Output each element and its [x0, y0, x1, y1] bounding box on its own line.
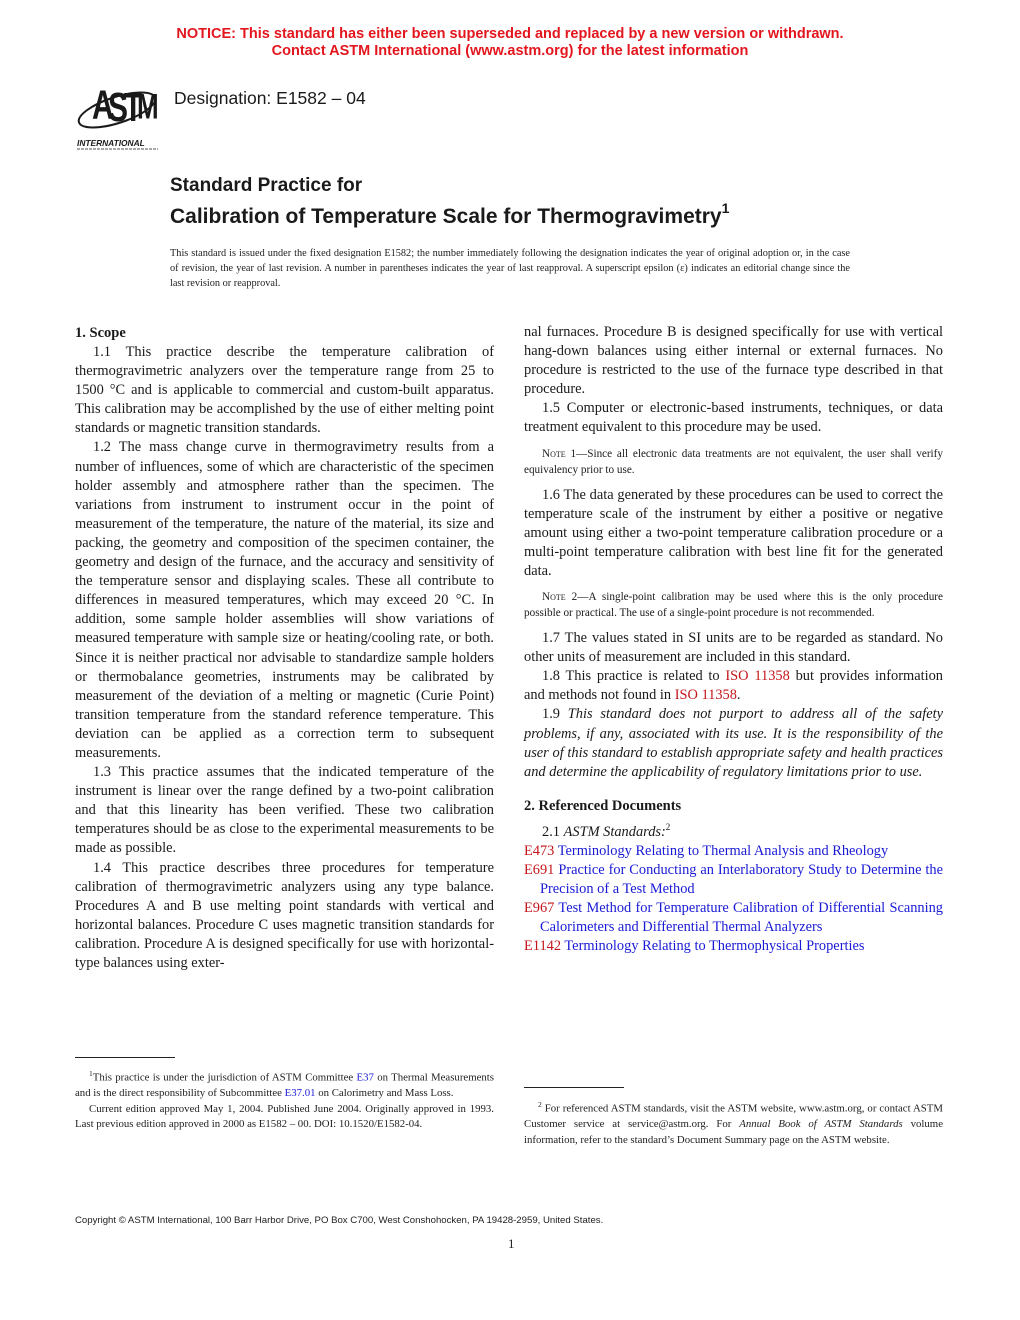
subsection-2-1	[524, 818, 943, 842]
footnote-2-para	[524, 1097, 943, 1148]
note-2-label: Note 2	[542, 591, 578, 604]
footnote-2-mark[interactable]: 2	[665, 821, 671, 832]
subsection-number: 2.1	[542, 823, 564, 840]
fn2-text-a: For referenced ASTM standards, visit the ASTM website, www.astm.org, or contact ASTM Customer service at service@astm.org. For	[524, 1102, 943, 1131]
note-2-text: —A single-point calibration may be used where this is the only procedure possible or practical. The use of a single-point procedure is not recommended.	[524, 591, 943, 620]
footnote-divider-right	[524, 1087, 624, 1088]
footnote-1-mark: 1	[89, 1069, 93, 1078]
paragraph-1-7: 1.7 The values stated in SI units are to be regarded as standard. No other units of measurement are included in this standard.	[524, 630, 943, 666]
paragraph-1-3: 1.3 This practice assumes that the indicated temperature of the instrument is linear over the range defined by a two-point calibration and that this linearity has been verified. These two calibration temperatures should be as close to the experimental measurements to be made as possible.	[75, 764, 494, 857]
paragraph-1-5: 1.5 Computer or electronic-based instruments, techniques, or data treatment equivalent to this procedure may be used.	[524, 400, 943, 436]
svg-text:T: T	[124, 84, 143, 131]
p18-text-a: 1.8 This practice is related to	[542, 668, 726, 685]
notice-line-1: NOTICE: This standard has either been superseded and replaced by a new version or withdrawn.	[176, 26, 844, 42]
copyright-line: Copyright © ASTM International, 100 Barr Harbor Drive, PO Box C700, West Conshohocken, PA 19428-2959, United States.	[75, 1215, 604, 1226]
subcommittee-e37-01-link[interactable]: E37.01	[284, 1087, 316, 1100]
paragraph-1-8	[524, 667, 943, 705]
fn2-italic: Annual Book of ASTM Standards	[739, 1118, 903, 1131]
reference-item[interactable]	[524, 937, 943, 956]
footnote-divider-left	[75, 1057, 175, 1058]
paragraph-1-4: 1.4 This practice describes three procedures for temperature calibration of thermogravimetric analyzers using any type balance. Procedures A and B use melting point standards with vertical and horizontal balances. Procedure C uses magnetic transition standards for calibration. Procedure A is designed specifically for use with horizontal-type balances using exter-	[75, 859, 494, 971]
reference-code[interactable]: E473	[524, 842, 555, 859]
section-heading-scope: 1. Scope	[75, 325, 126, 341]
reference-item[interactable]	[524, 861, 943, 899]
fn1-text-c: on Calorimetry and Mass Loss.	[315, 1087, 454, 1100]
iso-11358-link[interactable]: ISO 11358	[725, 668, 790, 685]
paragraph-1-2: 1.2 The mass change curve in thermogravimetry results from a number of influences, some of which are characteristic of the specimen holder assembly and atmosphere rather than the specimen. The variations from instrument to instrument occur in the point of measurement of the temperature, the nature of the material, its size and packing, the geometry and composition of the specimen container, the geometry and design of the furnace, and the accuracy and sensitivity of the temperature sensor and displaying scales. These all contribute to differences in measured temperatures, which may exceed 20 °C. In addition, some sample holder assemblies will show variations of measured temperature with sample size or heating/cooling rate, or both. Since it is neither practical nor advisable to standardize sample holders or thermobalance geometries, instruments may be calibrated by measurement of the deviation of a melting or magnetic (Curie Point) transition temperature from the standard reference temperature. This deviation can be applied as a correction term to subsequent measurements.	[75, 439, 494, 761]
paragraph-1-1: 1.1 This practice describe the temperature calibration of thermogravimetric analyzers over the temperature range from 25 to 1500 °C and is applicable to commercial and custom-built apparatus. This calibration may be accomplished by the use of either melting point standards or magnetic transition standards.	[75, 344, 494, 437]
paragraph-1-6: 1.6 The data generated by these procedures can be used to correct the temperature scale of the instrument by either a positive or negative amount using either a two-point temperature calibration procedure or a multi-point temperature calibration with best line fit for the generated data.	[524, 486, 943, 579]
reference-item[interactable]	[524, 842, 943, 861]
reference-item[interactable]	[524, 899, 943, 937]
note-1-text: —Since all electronic data treatments are not equivalent, the user shall verify equivalency prior to use.	[524, 447, 943, 476]
reference-title[interactable]: Practice for Conducting an Interlaboratory Study to Determine the Precision of a Test Method	[540, 861, 943, 897]
p19-number: 1.9	[542, 706, 568, 723]
supersession-notice	[0, 26, 1020, 60]
reference-title[interactable]: Test Method for Temperature Calibration of Differential Scanning Calorimeters and Differential Thermal Analyzers	[540, 899, 943, 936]
title-line-2	[170, 197, 729, 230]
subsection-label: ASTM Standards:	[563, 823, 666, 840]
document-title	[170, 174, 729, 230]
note-1	[524, 446, 943, 478]
fn1-text-b: on Thermal Measurements and is the direct responsibility of Subcommittee	[75, 1071, 494, 1100]
title-line-1: Standard Practice for	[170, 175, 363, 196]
svg-text:A: A	[92, 82, 114, 128]
reference-code[interactable]: E691	[524, 861, 555, 878]
astm-international-logo-icon	[74, 78, 160, 152]
p18-text-b: but provides information and methods not found in	[524, 668, 943, 704]
title-footnote-mark[interactable]: 1	[721, 200, 730, 216]
page-number: 1	[508, 1236, 515, 1251]
footnote-1-para-2: Current edition approved May 1, 2004. Published June 2004. Originally approved in 1993. Last previous edition approved in 2000 as E1582 – 00. DOI: 10.1520/E1582-04.	[75, 1102, 494, 1131]
footnote-2-label: 2	[538, 1100, 542, 1109]
paragraph-1-9	[524, 705, 943, 781]
reference-code[interactable]: E1142	[524, 938, 562, 955]
iso-11358-link-2[interactable]: ISO 11358	[674, 687, 737, 704]
paragraph-1-4-continued: nal furnaces. Procedure B is designed specifically for use with vertical hang-down balances using either internal or external furnaces. No procedure is restricted to the use of the furnace type described in that procedure.	[524, 324, 943, 398]
left-column	[75, 323, 494, 973]
footnote-1	[75, 1066, 494, 1133]
notice-line-2: Contact ASTM International (www.astm.org) for the latest information	[271, 43, 749, 59]
designation: Designation: E1582 – 04	[174, 88, 366, 108]
p18-text-c: .	[736, 687, 741, 704]
right-column	[524, 323, 943, 956]
p19-text: This standard does not purport to address all of the safety problems, if any, associated with its use. It is the responsibility of the user of this standard to establish appropriate safety and health practices and determine the applicability of regulatory limitations prior to use.	[524, 706, 943, 780]
section-heading-referenced-documents: 2. Referenced Documents	[524, 797, 682, 814]
fn1-text-a: This practice is under the jurisdiction of ASTM Committee	[92, 1071, 357, 1084]
logo-text: INTERNATIONAL	[77, 138, 145, 148]
issuance-statement: This standard is issued under the fixed designation E1582; the number immediately following the designation indicates the year of original adoption or, in the case of revision, the year of last revision. A number in parentheses indicates the year of last reapproval. A superscript epsilon (ε) indicates an editorial change since the last revision or reapproval.	[170, 248, 850, 289]
title-text: Calibration of Temperature Scale for Thermogravimetry	[170, 205, 722, 228]
svg-text:M: M	[137, 86, 159, 127]
footnote-1-para-1	[75, 1066, 494, 1102]
committee-e37-link[interactable]: E37	[356, 1071, 374, 1084]
reference-title[interactable]: Terminology Relating to Thermophysical Properties	[564, 938, 865, 955]
footnote-2	[524, 1097, 943, 1148]
reference-code[interactable]: E967	[524, 899, 555, 916]
svg-text:S: S	[108, 84, 129, 131]
fn2-text-b: volume information, refer to the standard’s Document Summary page on the ASTM website.	[524, 1118, 943, 1146]
reference-title[interactable]: Terminology Relating to Thermal Analysis and Rheology	[557, 842, 889, 859]
note-1-label: Note 1	[542, 447, 577, 460]
note-2	[524, 589, 943, 621]
